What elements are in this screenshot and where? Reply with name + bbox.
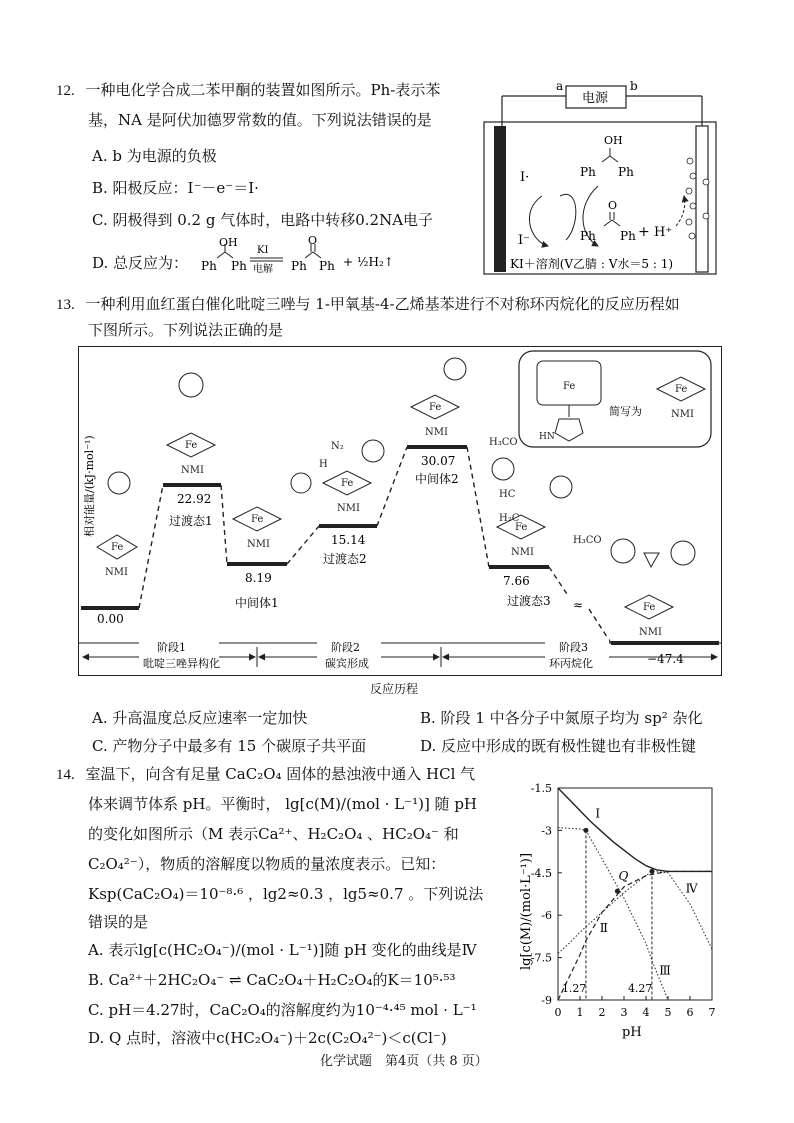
energy-product: −47.4 bbox=[647, 652, 684, 666]
h3co-label-product: H₃CO bbox=[573, 535, 602, 546]
x-tick-label: 0 bbox=[554, 1006, 562, 1019]
x-tick-label: 5 bbox=[664, 1006, 672, 1019]
stage1-title: 阶段1 bbox=[157, 641, 186, 654]
q13-stem-line1 bbox=[56, 294, 680, 315]
stage3-title: 阶段3 bbox=[559, 641, 588, 654]
page-footer: 化学试题 第4页（共 8 页） bbox=[320, 1054, 488, 1069]
svg-text:Fe: Fe bbox=[185, 440, 198, 451]
fe-complex-int2 bbox=[411, 395, 459, 438]
benzene-ring-ts3 bbox=[492, 458, 514, 480]
svg-text:Fe: Fe bbox=[675, 384, 688, 395]
curve-label-2: Ⅱ bbox=[599, 921, 608, 936]
pyridine-ring-product bbox=[671, 541, 695, 565]
energy-ts2: 15.14 bbox=[331, 533, 366, 547]
q12-option-d[interactable]: D. 总反应为： bbox=[92, 254, 189, 272]
hc-label: HC bbox=[499, 489, 516, 500]
q12-apparatus bbox=[480, 76, 720, 278]
marker-point-2 bbox=[649, 869, 654, 874]
q14-option-c[interactable]: C. pH＝4.27时，CaC₂O₄的溶解度约为10⁻⁴·⁴⁵ mol · L⁻¹ bbox=[88, 1001, 477, 1019]
q14-line2: 体来调节体系 pH。平衡时， lg[c(M)/(mol · L⁻¹)] 随 pH bbox=[88, 795, 478, 813]
curve-label-3: Ⅲ bbox=[659, 963, 671, 978]
energy-int2: 30.07 bbox=[421, 454, 456, 468]
q14-line6: 错误的是 bbox=[88, 913, 149, 931]
svg-text:Fe: Fe bbox=[251, 514, 264, 525]
ph-right-2: Ph bbox=[319, 259, 335, 273]
stage1-desc: 吡啶三唑异构化 bbox=[143, 657, 220, 670]
svg-text:Fe: Fe bbox=[429, 402, 442, 413]
q12-number: 12. bbox=[56, 83, 75, 99]
q14-option-d[interactable]: D. Q 点时，溶液中c(HC₂O₄⁻)＋2c(C₂O₄²⁻)＜c(Cl⁻) bbox=[88, 1029, 447, 1047]
y-tick-label: -4.5 bbox=[530, 866, 552, 880]
point-q bbox=[615, 889, 620, 894]
name-ts2: 过渡态2 bbox=[323, 552, 367, 566]
oh-label: OH bbox=[219, 236, 238, 249]
energy-0: 0.00 bbox=[97, 612, 124, 626]
q12-stem-line2: 基，NA 是阿伏加德罗常数的值。下列说法错误的是 bbox=[88, 111, 432, 129]
name-ts3: 过渡态3 bbox=[507, 594, 551, 608]
curve-label-4: Ⅳ bbox=[685, 881, 698, 896]
svg-text:NMI: NMI bbox=[247, 539, 270, 550]
q12-option-a[interactable]: A. b 为电源的负极 bbox=[92, 147, 217, 165]
marker-point-1 bbox=[583, 828, 588, 833]
point-q-label: Q bbox=[618, 868, 629, 883]
q13-x-axis-label: 反应历程 bbox=[370, 682, 419, 696]
q14-line1 bbox=[56, 764, 475, 785]
q14-option-a[interactable]: A. 表示lg[c(HC₂O₄⁻)/(mol · L⁻¹)]随 pH 变化的曲线是Ⅳ bbox=[88, 941, 477, 959]
q14-line5: Ksp(CaC₂O₄)＝10⁻⁸·⁶ ，lg2≈0.3 ，lg5≈0.7 。下列说法 bbox=[88, 885, 484, 903]
x-tick-label: 1 bbox=[576, 1006, 584, 1019]
pyridine-ts2 bbox=[362, 440, 384, 462]
energy-int1: 8.19 bbox=[245, 571, 272, 585]
q12-total-reaction bbox=[195, 236, 460, 282]
svg-text:Fe: Fe bbox=[515, 522, 528, 533]
q13-stem-line2: 下图所示。下列说法正确的是 bbox=[88, 321, 284, 339]
pyridine-int2 bbox=[444, 358, 466, 380]
x-tick-label: 3 bbox=[620, 1006, 628, 1019]
cyclopropane-ring bbox=[644, 553, 659, 567]
ph-3: Ph bbox=[580, 229, 596, 243]
x-tick-label: 7 bbox=[708, 1006, 716, 1019]
q13-option-a[interactable]: A. 升高温度总反应速率一定加快 bbox=[92, 709, 308, 727]
name-int2: 中间体2 bbox=[415, 472, 459, 486]
svg-text:Fe: Fe bbox=[563, 381, 576, 392]
name-ts1: 过渡态1 bbox=[169, 514, 213, 528]
stage2-title: 阶段2 bbox=[331, 641, 360, 654]
y-tick-label: -7.5 bbox=[530, 951, 552, 965]
q12-stem-text: 一种电化学合成二苯甲酮的装置如图所示。Ph-表示苯 bbox=[85, 81, 441, 99]
abbreviation-label: 简写为 bbox=[609, 405, 642, 418]
pyridine-ts3 bbox=[550, 476, 572, 498]
h-plus-label: H⁺ bbox=[654, 225, 673, 240]
ph-4: Ph bbox=[620, 229, 636, 243]
o-label: O bbox=[308, 236, 318, 247]
i-minus-label: I⁻ bbox=[518, 233, 530, 248]
h2-label: + ½H₂↑ bbox=[343, 255, 394, 269]
energy-ts1: 22.92 bbox=[177, 492, 212, 506]
q14-line3: 的变化如图所示（M 表示Ca²⁺、H₂C₂O₄ 、HC₂O₄⁻ 和 bbox=[88, 825, 459, 843]
triazolopyridine-ts1 bbox=[179, 373, 203, 397]
q14-option-b[interactable]: B. Ca²⁺＋2HC₂O₄⁻ ⇌ CaC₂O₄＋H₂C₂O₄的K＝10⁵·⁵³ bbox=[88, 971, 456, 989]
electrolysis-label: 电解 bbox=[253, 264, 273, 275]
q14-chart bbox=[508, 774, 722, 1044]
fe-complex-ts2 bbox=[323, 471, 371, 514]
electrolyte-label: KI＋溶剂(V乙腈 : V水＝5 : 1) bbox=[510, 257, 674, 271]
q14-line4: C₂O₄²⁻），物质的溶解度以物质的量浓度表示。已知： bbox=[88, 855, 446, 873]
h2c-label: H₂C bbox=[499, 513, 520, 524]
terminal-a: a bbox=[556, 79, 564, 93]
pyridine-int1 bbox=[291, 473, 311, 493]
q14-y-axis-label: lg[c(M)/(mol·L⁻¹)] bbox=[519, 852, 534, 970]
i-radical-label: I· bbox=[520, 170, 530, 185]
h-label-ts2: H bbox=[319, 459, 328, 470]
hn-label: HN bbox=[539, 432, 555, 442]
curve-1 bbox=[558, 788, 712, 871]
q13-option-d[interactable]: D. 反应中形成的既有极性键也有非极性键 bbox=[420, 737, 697, 755]
q12-option-b[interactable]: B. 阳极反应：I⁻－e⁻＝I· bbox=[92, 179, 259, 197]
heme-structure bbox=[537, 361, 601, 442]
ph-1: Ph bbox=[580, 165, 596, 179]
marker-label-2: 4.27 bbox=[627, 982, 653, 995]
q13-number: 13. bbox=[56, 297, 75, 313]
q12-stem-line1 bbox=[56, 80, 440, 101]
svg-text:Fe: Fe bbox=[643, 602, 656, 613]
svg-text:Fe: Fe bbox=[341, 478, 354, 489]
n2-label: N₂ bbox=[331, 441, 344, 452]
x-tick-label: 6 bbox=[686, 1006, 694, 1019]
q13-option-c[interactable]: C. 产物分子中最多有 15 个碳原子共平面 bbox=[92, 737, 367, 755]
q13-option-b[interactable]: B. 阶段 1 中各分子中氮原子均为 sp² 杂化 bbox=[420, 709, 703, 727]
plus-sign: + bbox=[638, 224, 650, 240]
fe-complex-int1 bbox=[233, 507, 281, 550]
svg-text:NMI: NMI bbox=[105, 567, 128, 578]
fe-complex-product bbox=[625, 595, 673, 638]
cathode-electrode bbox=[696, 126, 708, 272]
ph-left: Ph bbox=[201, 259, 217, 273]
svg-text:NMI: NMI bbox=[511, 547, 534, 558]
ki-label: KI bbox=[257, 245, 269, 256]
y-tick-label: -6 bbox=[541, 909, 552, 923]
h3co-label-ts3: H₃CO bbox=[489, 437, 518, 448]
y-tick-label: -9 bbox=[541, 994, 552, 1007]
energy-ts3: 7.66 bbox=[503, 574, 530, 588]
fe-complex-0 bbox=[97, 535, 137, 578]
q14-number: 14. bbox=[56, 767, 75, 783]
power-source-label: 电源 bbox=[582, 91, 609, 106]
svg-text:Fe: Fe bbox=[111, 542, 124, 553]
svg-text:NMI: NMI bbox=[181, 465, 204, 476]
y-tick-label: -3 bbox=[541, 824, 552, 838]
energy-axis-label: 相对能量/(kJ·mol⁻¹) bbox=[83, 435, 96, 537]
q13-stem-text: 一种利用血红蛋白催化吡啶三唑与 1-甲氧基-4-乙烯基苯进行不对称环丙烷化的反应历程如 bbox=[85, 295, 680, 313]
svg-text:NMI: NMI bbox=[639, 627, 662, 638]
q14-x-axis-label: pH bbox=[622, 1025, 642, 1040]
marker-label-1: 1.27 bbox=[561, 982, 587, 995]
fe-complex-ts1 bbox=[167, 433, 215, 476]
oh-apparatus: OH bbox=[604, 134, 623, 147]
y-tick-label: -1.5 bbox=[530, 782, 552, 795]
stage2-desc: 碳宾形成 bbox=[325, 657, 369, 670]
triazolopyridine-0 bbox=[108, 472, 130, 494]
anode-electrode bbox=[494, 126, 506, 272]
q14-line1-text: 室温下，向含有足量 CaC₂O₄ 固体的悬浊液中通入 HCl 气 bbox=[85, 765, 476, 783]
q12-option-c[interactable]: C. 阴极得到 0.2 g 气体时，电路中转移0.2NA电子 bbox=[92, 211, 434, 229]
stage3-desc: 环丙烷化 bbox=[549, 657, 593, 670]
axis-break-mark: ≈ bbox=[573, 598, 584, 612]
terminal-b: b bbox=[630, 79, 638, 93]
ph-2: Ph bbox=[618, 165, 634, 179]
fe-abbreviation bbox=[657, 377, 705, 420]
svg-text:NMI: NMI bbox=[425, 427, 448, 438]
x-tick-label: 4 bbox=[642, 1006, 650, 1019]
ph-right: Ph bbox=[231, 259, 247, 273]
o-apparatus: O bbox=[608, 199, 618, 212]
name-int1: 中间体1 bbox=[235, 596, 279, 610]
x-tick-label: 2 bbox=[598, 1006, 606, 1019]
curve-label-1: Ⅰ bbox=[595, 806, 601, 821]
svg-text:NMI: NMI bbox=[337, 503, 360, 514]
q13-energy-diagram bbox=[78, 346, 722, 676]
ph-left-2: Ph bbox=[291, 259, 307, 273]
svg-text:NMI: NMI bbox=[671, 409, 694, 420]
benzene-ring-product bbox=[611, 539, 635, 563]
